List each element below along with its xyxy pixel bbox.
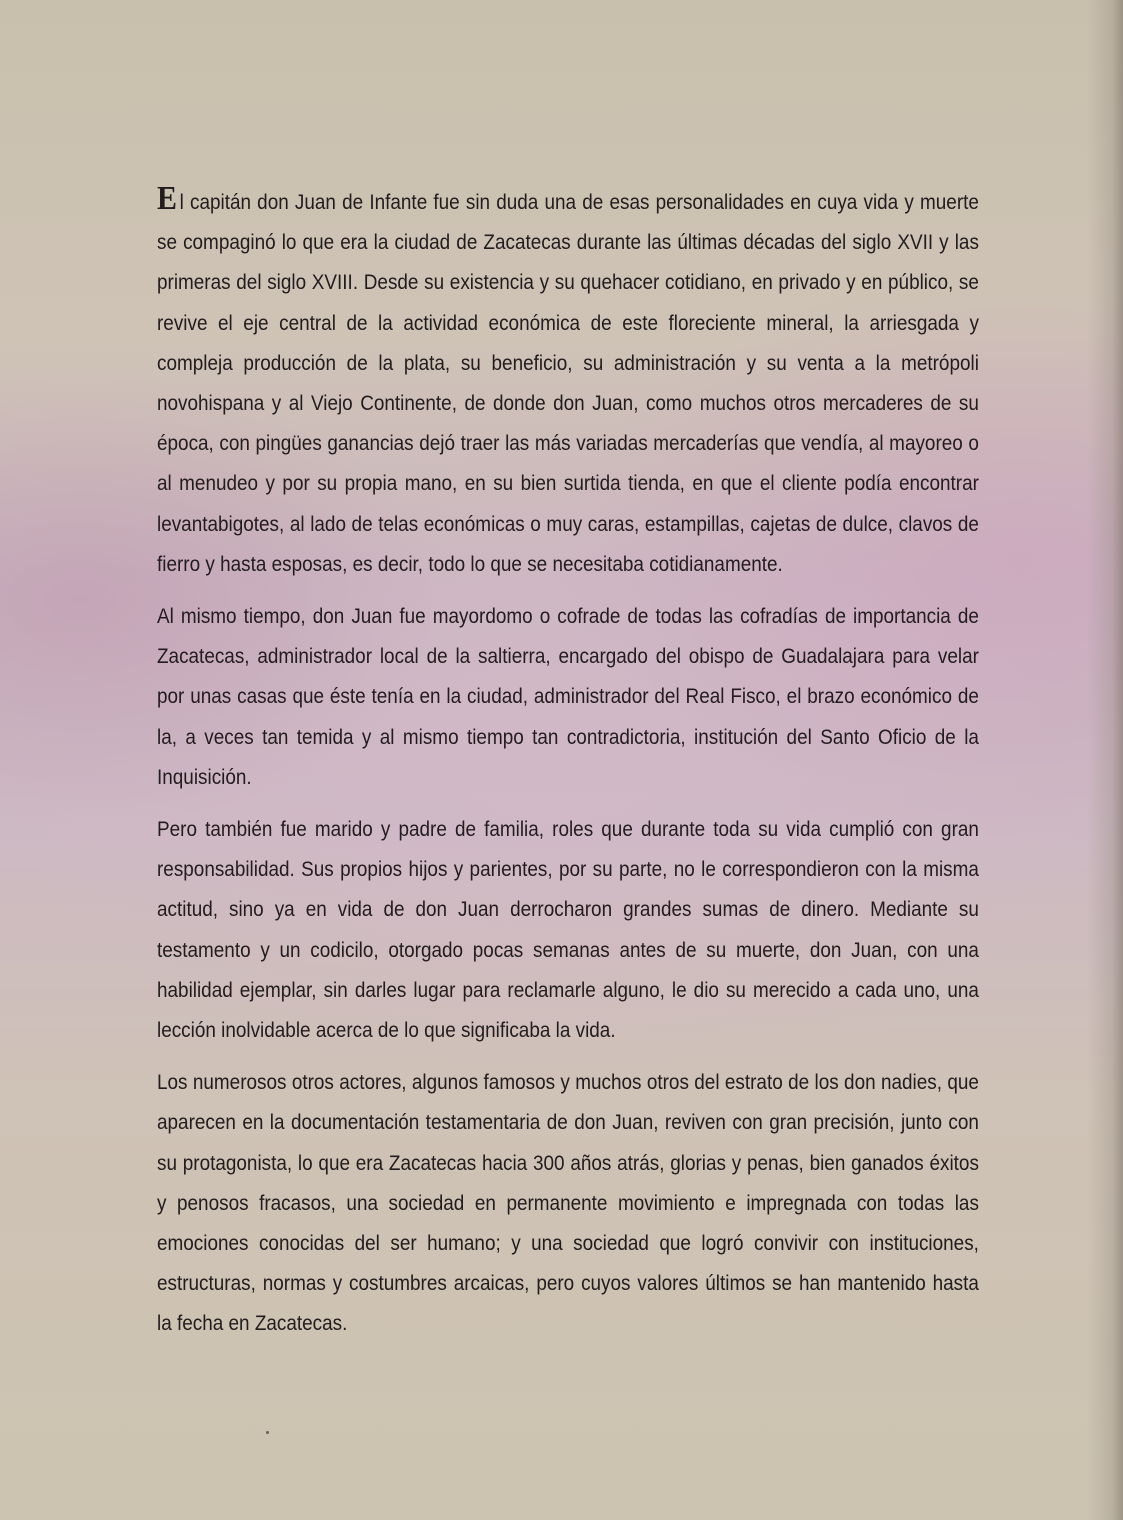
paragraph-4: Los numerosos otros actores, algunos famosos y muchos otros del estrato de los don nadies, que aparecen en la documentación testamentaria de don Juan, reviven con gran precisión, junto con su protagonista, lo que era Zacatecas hacia 300 años atrás, glorias y penas, bien ganados éxitos y penosos fracasos, una sociedad en permanente movimiento e impregnada con todas las emociones conocidas del ser humano; y una sociedad que logró convivir con instituciones, estructuras, normas y costumbres arcaicas, pero cuyos valores últimos se han mantenido hasta la fecha en Zacatecas.	[157, 1070, 979, 1336]
paragraph-3: Pero también fue marido y padre de familia, roles que durante toda su vida cumplió con gran responsabilidad. Sus propios hijos y parientes, por su parte, no le correspondieron con la misma actitud, sino ya en vida de don Juan derrocharon grandes sumas de dinero. Mediante su testamento y un codicilo, otorgado pocas semanas antes de su muerte, don Juan, con una habilidad ejemplar, sin darles lugar para reclamarle alguno, le dio su merecido a cada uno, una lección inolvidable acerca de lo que significaba la vida.	[157, 817, 979, 1043]
drop-cap: E	[157, 180, 177, 217]
paragraph-1	[157, 182, 979, 584]
synopsis-text	[157, 182, 979, 1356]
cover-edge-shadow	[1087, 0, 1123, 1520]
paragraph-1-text: l capitán don Juan de Infante fue sin duda una de esas personalidades en cuya vida y muerte se compaginó lo que era la ciudad de Zacatecas durante las últimas décadas del siglo XVII y las primeras del siglo XVIII. Desde su existencia y su quehacer cotidiano, en privado y en público, se revive el eje central de la actividad económica de este floreciente mineral, la arriesgada y compleja producción de la plata, su beneficio, su administración y su venta a la metrópoli novohispana y al Viejo Continente, de donde don Juan, como muchos otros mercaderes de su época, con pingües ganancias dejó traer las más variadas mercaderías que vendía, al mayoreo o al menudeo y por su propia mano, en su bien surtida tienda, en que el cliente podía encontrar levantabigotes, al lado de telas económicas o muy caras, estampillas, cajetas de dulce, clavos de fierro y hasta esposas, es decir, todo lo que se necesitaba cotidianamente.	[157, 190, 979, 576]
paragraph-2: Al mismo tiempo, don Juan fue mayordomo o cofrade de todas las cofradías de importancia de Zacatecas, administrador local de la saltierra, encargado del obispo de Guadalajara para velar por unas casas que éste tenía en la ciudad, administrador del Real Fisco, el brazo económico de la, a veces tan temida y al mismo tiempo tan contradictoria, institución del Santo Oficio de la Inquisición.	[157, 604, 979, 789]
paper-speck	[266, 1431, 269, 1434]
